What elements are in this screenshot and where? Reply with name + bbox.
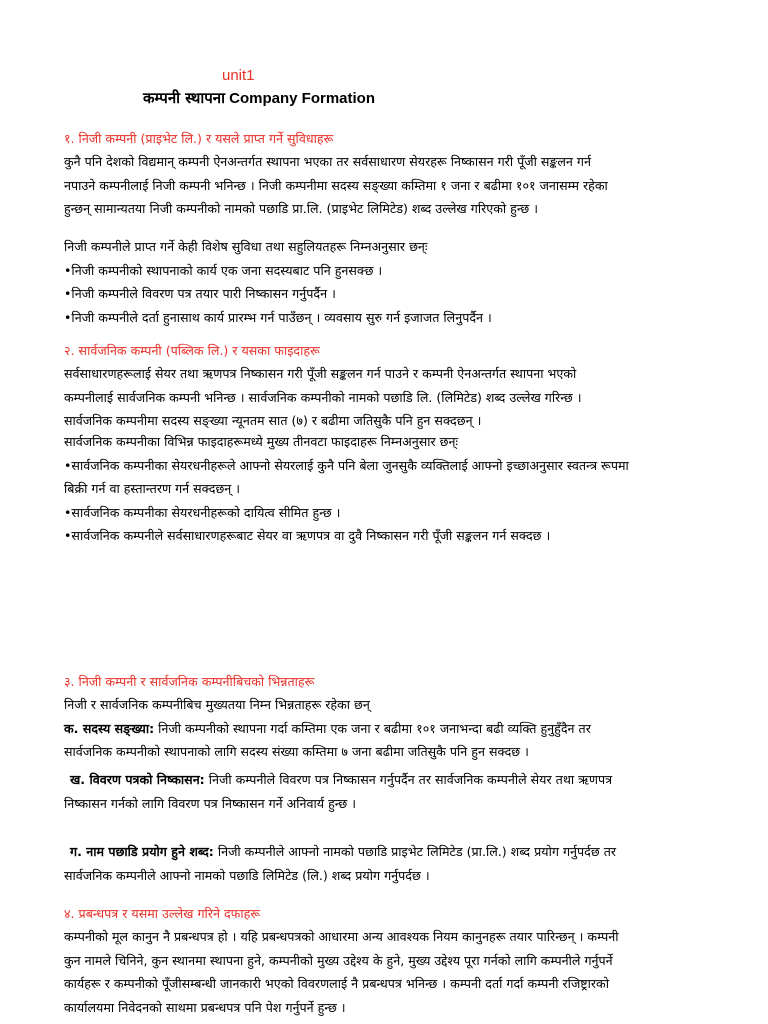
section-4-heading: ४. प्रबन्धपत्र र यसमा उल्लेख गरिने दफाहरू <box>64 906 261 921</box>
page-title <box>143 88 375 108</box>
section-1-heading: १. निजी कम्पनी (प्राइभेट लि.) र यसले प्राप्त गर्ने सुविधाहरू <box>64 131 334 146</box>
section-4-para-line: कार्यहरू र कम्पनीको पूँजीसम्बन्धी जानकारी भएको विवरणलाई नै प्रबन्धपत्र भनिन्छ । कम्पनी दर्ता गर्दा कम्पनी रजिष्ट्रारको <box>64 976 609 991</box>
section-1-para-line: कुनै पनि देशको विद्यमान् कम्पनी ऐनअन्तर्गत स्थापना भएका तर सर्वसाधारण सेयरहरू निष्कासन गरी पूँजी सङ्कलन गर्न <box>64 154 591 169</box>
difference-item-3 <box>64 840 760 887</box>
difference-text: सार्वजनिक कम्पनीले आफ्नो नामको पछाडि लिमिटेड (लि.) शब्द प्रयोग गर्नुपर्दछ । <box>64 867 430 883</box>
difference-text: निजी कम्पनीको स्थापना गर्दा कम्तिमा एक जना र बढीमा १०१ जनाभन्दा बढी व्यक्ति हुनुहुँदैन तर <box>154 720 591 736</box>
title-nepali: कम्पनी स्थापना <box>143 89 225 107</box>
section-2-heading: २. सार्वजनिक कम्पनी (पब्लिक लि.) र यसका फाइदाहरू <box>64 343 320 358</box>
list-item: •सार्वजनिक कम्पनीका सेयरधनीहरूको दायित्व सीमित हुन्छ । <box>64 504 341 520</box>
difference-item-2 <box>64 768 760 815</box>
difference-label: ख. विवरण पत्रको निष्कासन: <box>70 772 205 787</box>
section-3 <box>64 671 754 764</box>
section-1-para-line: हुन्छन् सामान्यतया निजी कम्पनीको नामको पछाडि प्रा.लि. (प्राइभेट लिमिटेड) शब्द उल्लेख गरिएको हुन्छ । <box>64 201 539 216</box>
section-4-para-line: कम्पनीको मूल कानुन नै प्रबन्धपत्र हो । यहि प्रबन्धपत्रको आधारमा अन्य आवश्यक नियम कानुनहरू तयार पारिन्छन् । कम्पनी <box>64 929 619 944</box>
section-1-benefits-intro: निजी कम्पनीले प्राप्त गर्ने केही विशेष सुविधा तथा सहुलियतहरू निम्नअनुसार छन्ः <box>64 239 428 254</box>
section-3-intro: निजी र सार्वजनिक कम्पनीबिच मुख्यतया निम्न भिन्नताहरू रहेका छन् <box>64 697 370 712</box>
section-1-para-line: नपाउने कम्पनीलाई निजी कम्पनी भनिन्छ । निजी कम्पनीमा सदस्य सङ्ख्या कम्तिमा १ जना र बढीमा १०१ जनासम्म रहेका <box>64 177 608 193</box>
section-2-para-line: सर्वसाधारणहरूलाई सेयर तथा ऋणपत्र निष्कासन गरी पूँजी सङ्कलन गर्न पाउने र कम्पनी ऐनअन्तर्गत स्थापना भएको <box>64 366 577 381</box>
list-item: •सार्वजनिक कम्पनीले सर्वसाधारणहरूबाट सेयर वा ऋणपत्र वा दुवै निष्कासन गरी पूँजी सङ्कलन गर्न सक्दछ । <box>64 528 551 543</box>
section-4-para-line: कार्यालयमा निवेदनको साथमा प्रबन्धपत्र पनि पेश गर्नुपर्ने हुन्छ । <box>64 999 346 1015</box>
unit-label: unit1 <box>222 67 255 84</box>
difference-text: निष्कासन गर्नको लागि विवरण पत्र निष्कासन गर्ने अनिवार्य हुन्छ । <box>64 795 356 811</box>
list-item: •निजी कम्पनीले दर्ता हुनासाथ कार्य प्रारम्भ गर्न पाउँछन् । व्यवसाय सुरु गर्न इजाजत लिनुपर्दैन । <box>64 309 492 325</box>
list-item: •निजी कम्पनीले विवरण पत्र तयार पारी निष्कासन गर्नुपर्दैन । <box>64 286 336 301</box>
section-1-benefits <box>64 235 754 329</box>
section-2 <box>64 340 754 433</box>
list-item: •सार्वजनिक कम्पनीका सेयरधनीहरूले आफ्नो सेयरलाई कुनै पनि बेला जुनसुकै व्यक्तिलाई आफ्नो इच्छाअनुसार स्वतन्त्र रूपमा <box>64 457 629 473</box>
section-1 <box>64 128 754 221</box>
difference-text: सार्वजनिक कम्पनीको स्थापनाको लागि सदस्य संख्या कम्तिमा ७ जना बढीमा जतिसुकै पनि हुन सक्दछ । <box>64 744 529 759</box>
section-2-advantages-intro: सार्वजनिक कम्पनीका विभिन्न फाइदाहरूमध्ये मुख्य तीनवटा फाइदाहरू निम्नअनुसार छन्ः <box>64 434 459 449</box>
title-english: Company Formation <box>229 90 376 107</box>
difference-label: क. सदस्य सङ्ख्या: <box>64 720 155 736</box>
section-2-advantages <box>64 430 754 548</box>
difference-text: निजी कम्पनीले आफ्नो नामको पछाडि प्राइभेट लिमिटेड (प्रा.लि.) शब्द प्रयोग गर्नुपर्दछ तर <box>213 844 617 859</box>
section-4 <box>64 903 754 1019</box>
difference-text: निजी कम्पनीले विवरण पत्र निष्कासन गर्नुपर्दैन तर सार्वजनिक कम्पनीले सेयर तथा ऋणपत्र <box>204 772 613 787</box>
difference-item-1 <box>64 717 754 741</box>
section-2-para-line: सार्वजनिक कम्पनीमा सदस्य सङ्ख्या न्यूनतम सात (७) र बढीमा जतिसुकै पनि हुन सक्दछन् । <box>64 413 482 428</box>
list-item: •निजी कम्पनीको स्थापनाको कार्य एक जना सदस्यबाट पनि हुनसक्छ । <box>64 262 383 278</box>
section-3-heading: ३. निजी कम्पनी र सार्वजनिक कम्पनीबिचको भिन्नताहरू <box>64 674 315 689</box>
difference-item-2-line <box>70 768 760 792</box>
difference-label: ग. नाम पछाडि प्रयोग हुने शब्द: <box>70 844 214 859</box>
difference-item-3-line <box>70 840 760 864</box>
section-2-para-line: कम्पनीलाई सार्वजनिक कम्पनी भनिन्छ । सार्वजनिक कम्पनीको नामको पछाडि लि. (लिमिटेड) शब्द उल्लेख गरिन्छ । <box>64 389 582 405</box>
section-4-para-line: कुन नामले चिनिने, कुन स्थानमा स्थापना हुने, कम्पनीको मुख्य उद्देश्य के हुने, मुख्य उद्देश्य पूरा गर्नको लागि कम्पनीले गर्नुपर्ने <box>64 952 613 968</box>
list-item-continuation: बिक्री गर्न वा हस्तान्तरण गर्न सक्दछन् । <box>64 481 241 496</box>
